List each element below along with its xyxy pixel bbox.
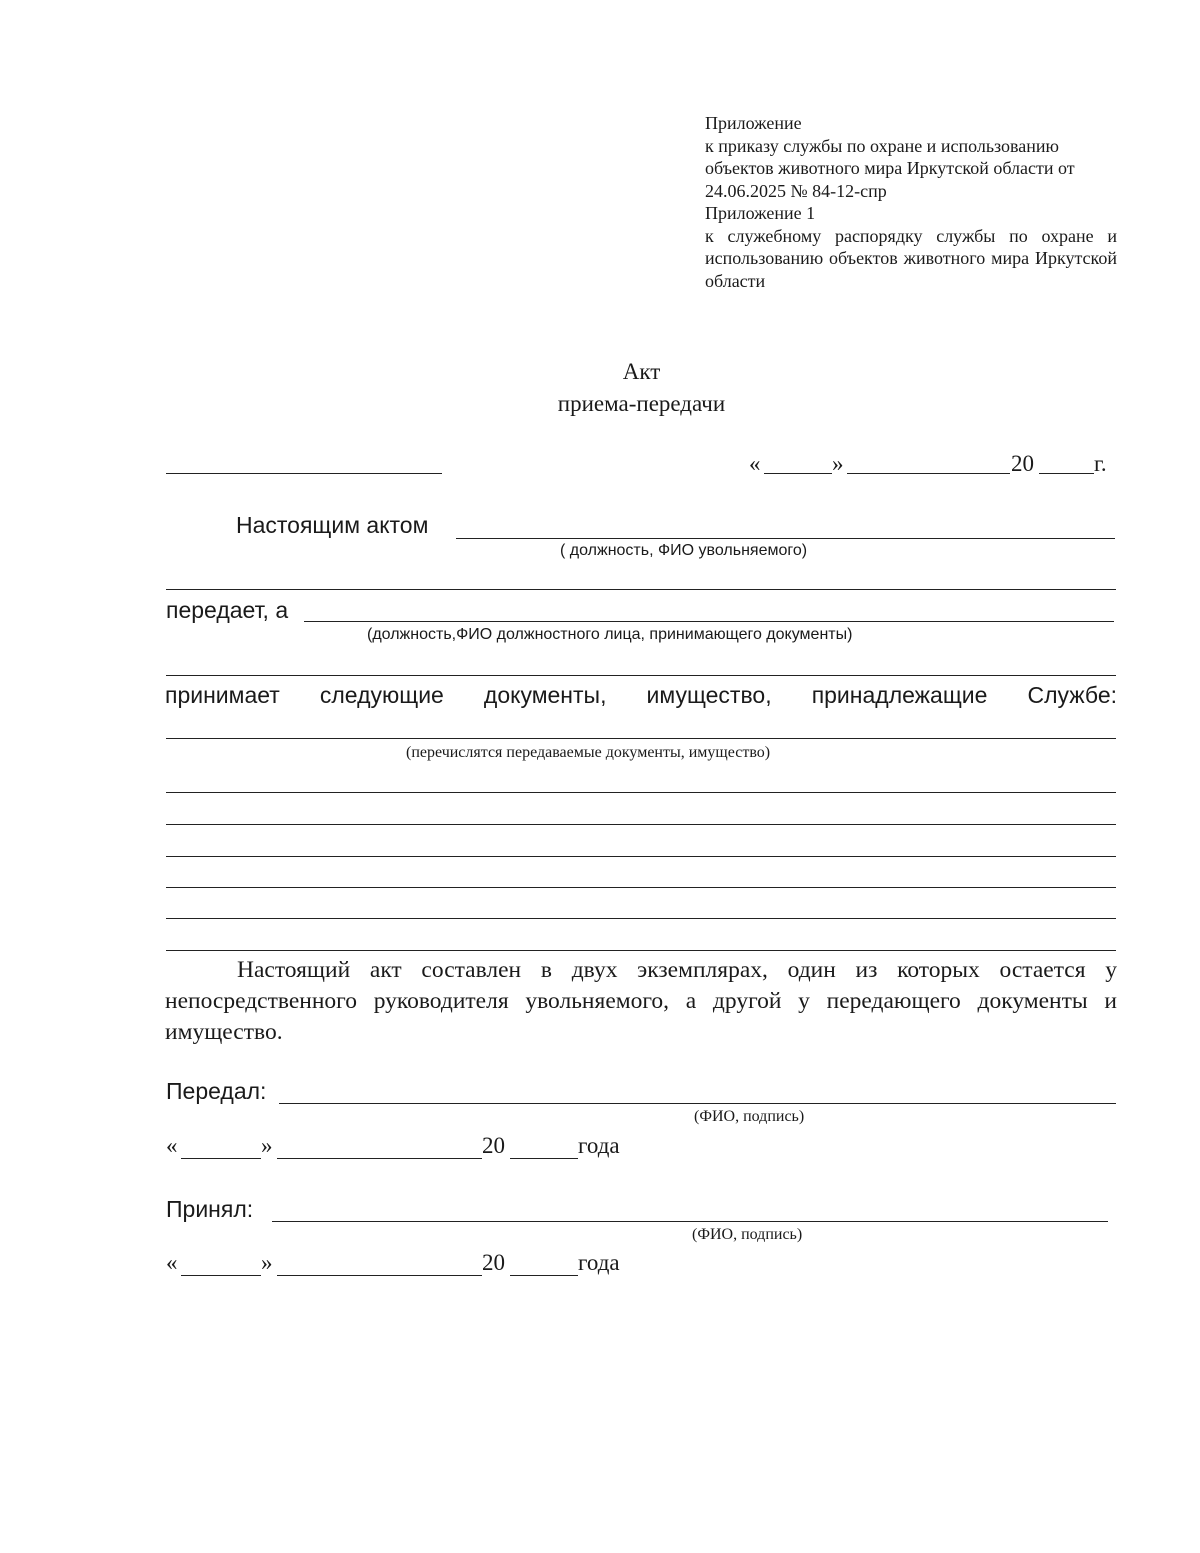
section2-caption: (должность,ФИО должностного лица, принимающего документы): [367, 626, 853, 643]
items-line[interactable]: [166, 824, 1116, 825]
date-year-prefix: 20: [1011, 451, 1034, 476]
section2-field-line[interactable]: [304, 621, 1114, 622]
appendix-block: [705, 112, 1117, 292]
section1-caption: ( должность, ФИО увольняемого): [560, 542, 808, 559]
appendix-line: объектов животного мира Иркутской области от: [705, 158, 1075, 178]
handed-label: Передал:: [166, 1078, 267, 1104]
section3-word: Службе:: [1027, 682, 1117, 708]
received-month-line[interactable]: [277, 1275, 482, 1276]
handed-month-line[interactable]: [277, 1158, 482, 1159]
section3-heading: [165, 682, 1117, 709]
handed-signature-line[interactable]: [279, 1103, 1116, 1104]
section2-label: передает, а: [166, 597, 289, 623]
appendix-paragraph: к служебному распорядку службы по охране и использованию объектов животного мира Иркутской области: [705, 225, 1117, 291]
received-open-quote: «: [166, 1250, 178, 1275]
handed-caption: (ФИО, подпись): [694, 1108, 805, 1125]
received-close-quote: »: [261, 1250, 273, 1275]
appendix-line: 24.06.2025 № 84-12-спр: [705, 180, 887, 201]
section3-field-line[interactable]: [166, 738, 1116, 739]
date-close-quote: »: [832, 451, 844, 476]
section2-extra-line[interactable]: [166, 675, 1116, 676]
items-line[interactable]: [166, 887, 1116, 888]
received-signature-line[interactable]: [272, 1221, 1108, 1222]
doc-title: Акт: [622, 359, 661, 384]
received-label: Принял:: [166, 1196, 254, 1222]
handed-open-quote: «: [166, 1133, 178, 1158]
items-line[interactable]: [166, 792, 1116, 793]
section1-extra-line[interactable]: [166, 589, 1116, 590]
received-year-line[interactable]: [510, 1275, 578, 1276]
statement-paragraph: Настоящий акт составлен в двух экземплярах, один из которых остается у непосредственного руководителя увольняемого, а другой у передающего документы и имущество.: [165, 957, 1117, 1045]
section3-word: имущество,: [646, 682, 772, 708]
handed-year-prefix: 20: [482, 1133, 505, 1158]
section3-caption: (перечислятся передаваемые документы, имущество): [406, 744, 771, 761]
appendix-line: Приложение: [705, 113, 802, 133]
section3-word: следующие: [319, 682, 444, 708]
received-day-line[interactable]: [181, 1275, 261, 1276]
handed-day-line[interactable]: [181, 1158, 261, 1159]
received-year-suffix: года: [578, 1250, 620, 1275]
section3-word: документы,: [483, 682, 607, 708]
handed-year-suffix: года: [578, 1133, 620, 1158]
section1-label: Настоящим актом: [236, 512, 429, 538]
place-field-line[interactable]: [166, 473, 442, 474]
section3-word: принадлежащие: [811, 682, 988, 708]
handed-close-quote: »: [261, 1133, 273, 1158]
section1-field-line[interactable]: [456, 538, 1115, 539]
date-month-line[interactable]: [847, 473, 1010, 474]
appendix-line: к приказу службы по охране и использованию: [705, 135, 1059, 156]
appendix-line: Приложение 1: [705, 203, 816, 223]
received-year-prefix: 20: [482, 1250, 505, 1275]
date-open-quote: «: [749, 451, 761, 476]
items-line[interactable]: [166, 950, 1116, 951]
items-line[interactable]: [166, 918, 1116, 919]
items-line[interactable]: [166, 856, 1116, 857]
date-day-line[interactable]: [764, 473, 832, 474]
received-caption: (ФИО, подпись): [692, 1226, 803, 1243]
doc-subtitle: приема-передачи: [557, 391, 726, 416]
date-year-suffix: г.: [1094, 451, 1107, 476]
handed-year-line[interactable]: [510, 1158, 578, 1159]
section3-word: принимает: [165, 682, 280, 708]
date-year-line[interactable]: [1039, 473, 1094, 474]
